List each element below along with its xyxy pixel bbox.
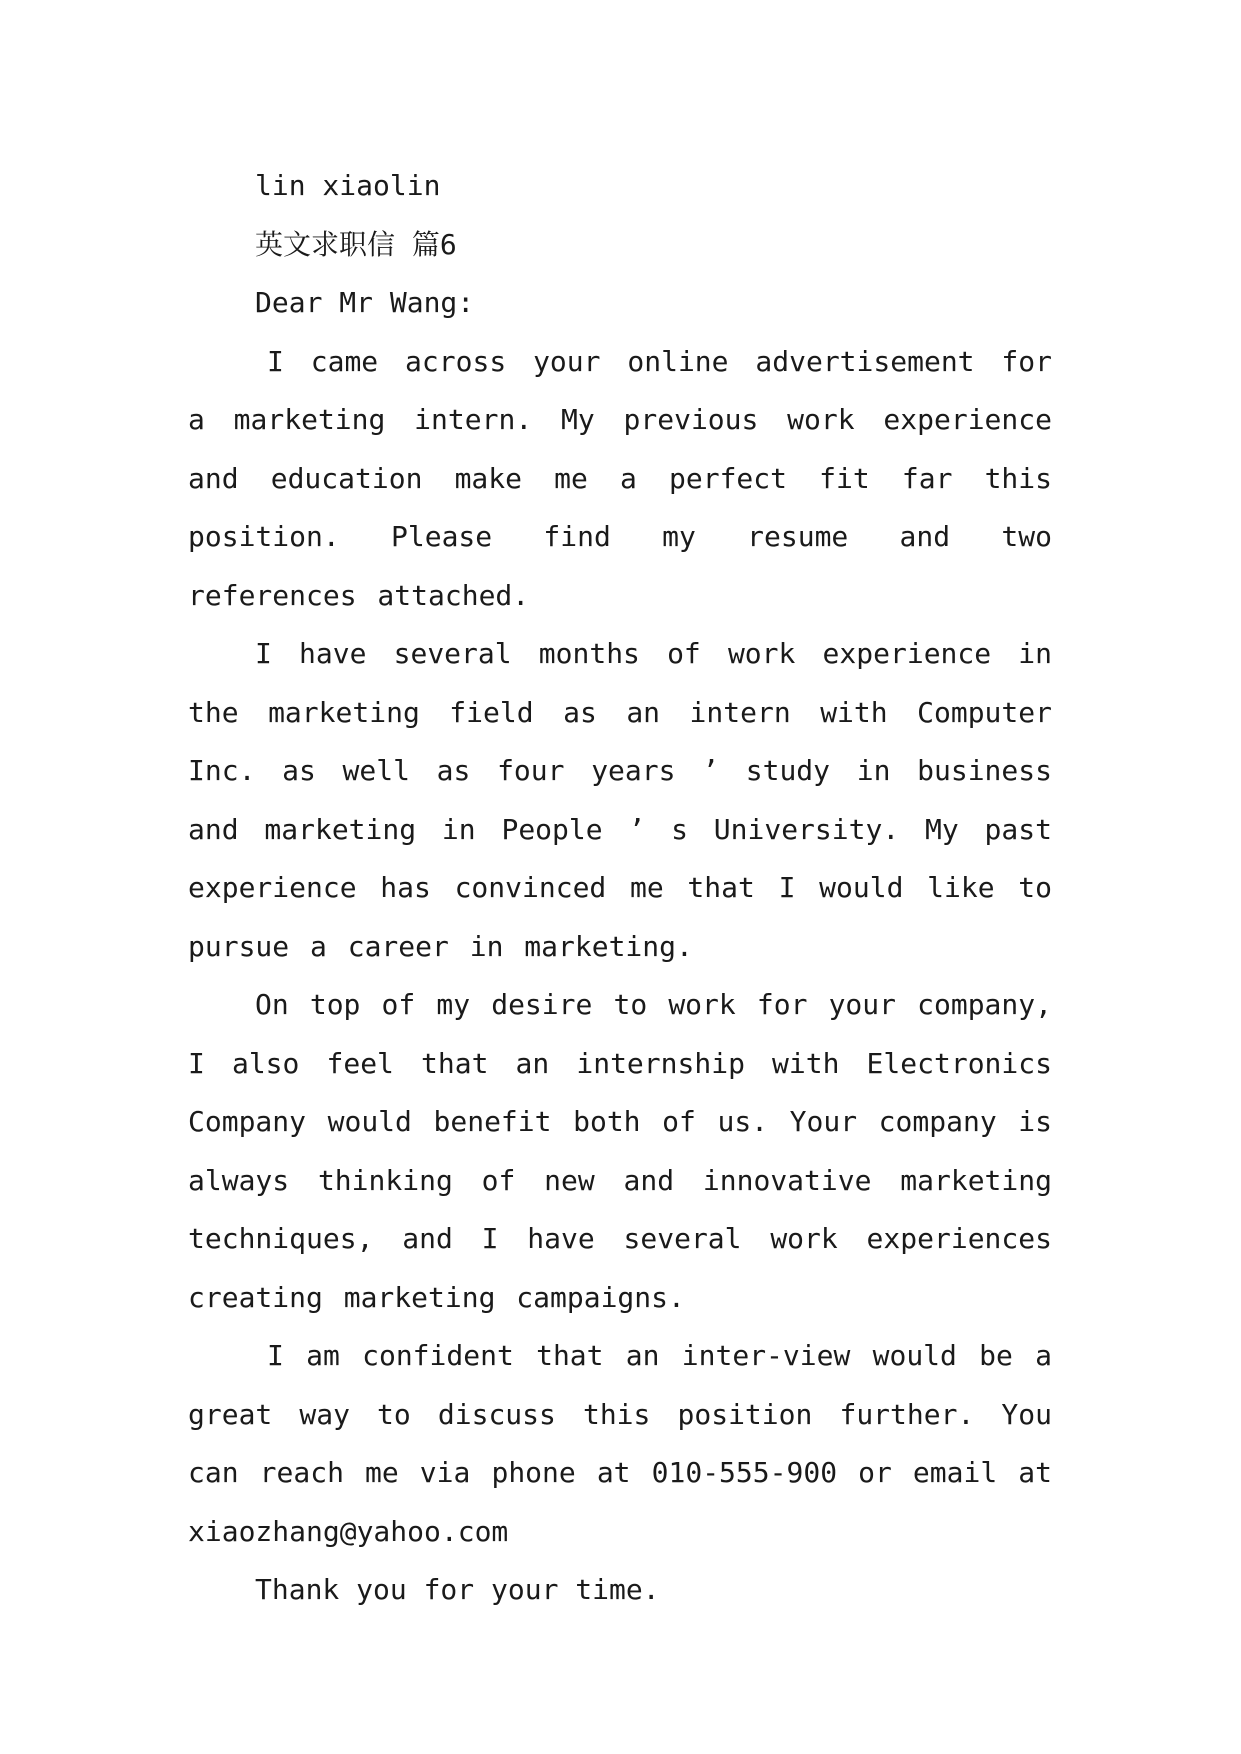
- salutation: Dear Mr Wang:: [255, 286, 475, 319]
- paragraph-4: I am confident that an inter-view would be a great way to discuss this position further. You can reach me via phone at 010-555-900 or email at xiaozhang@yahoo.com: [188, 1339, 1052, 1548]
- paragraph-2: I have several months of work experience in the marketing field as an intern with Computer Inc. as well as four years ’ study in business and marketing in People ’ s University. My past experience has convinced me that I would like to pursue a career in marketing.: [188, 637, 1052, 963]
- signature-name: lin xiaolin: [255, 169, 441, 202]
- section-title: 英文求职信 篇6: [255, 227, 457, 261]
- letter-body: [188, 157, 1052, 1620]
- closing: Thank you for your time.: [255, 1573, 660, 1606]
- paragraph-3: On top of my desire to work for your company, I also feel that an internship with Electronics Company would benefit both of us. Your company is always thinking of new and innovative marketing techniques, and I have several work experiences creating marketing campaigns.: [188, 988, 1052, 1314]
- paragraph-1: I came across your online advertisement for a marketing intern. My previous work experience and education make me a perfect fit far this position. Please find my resume and two references attached.: [188, 344, 1052, 612]
